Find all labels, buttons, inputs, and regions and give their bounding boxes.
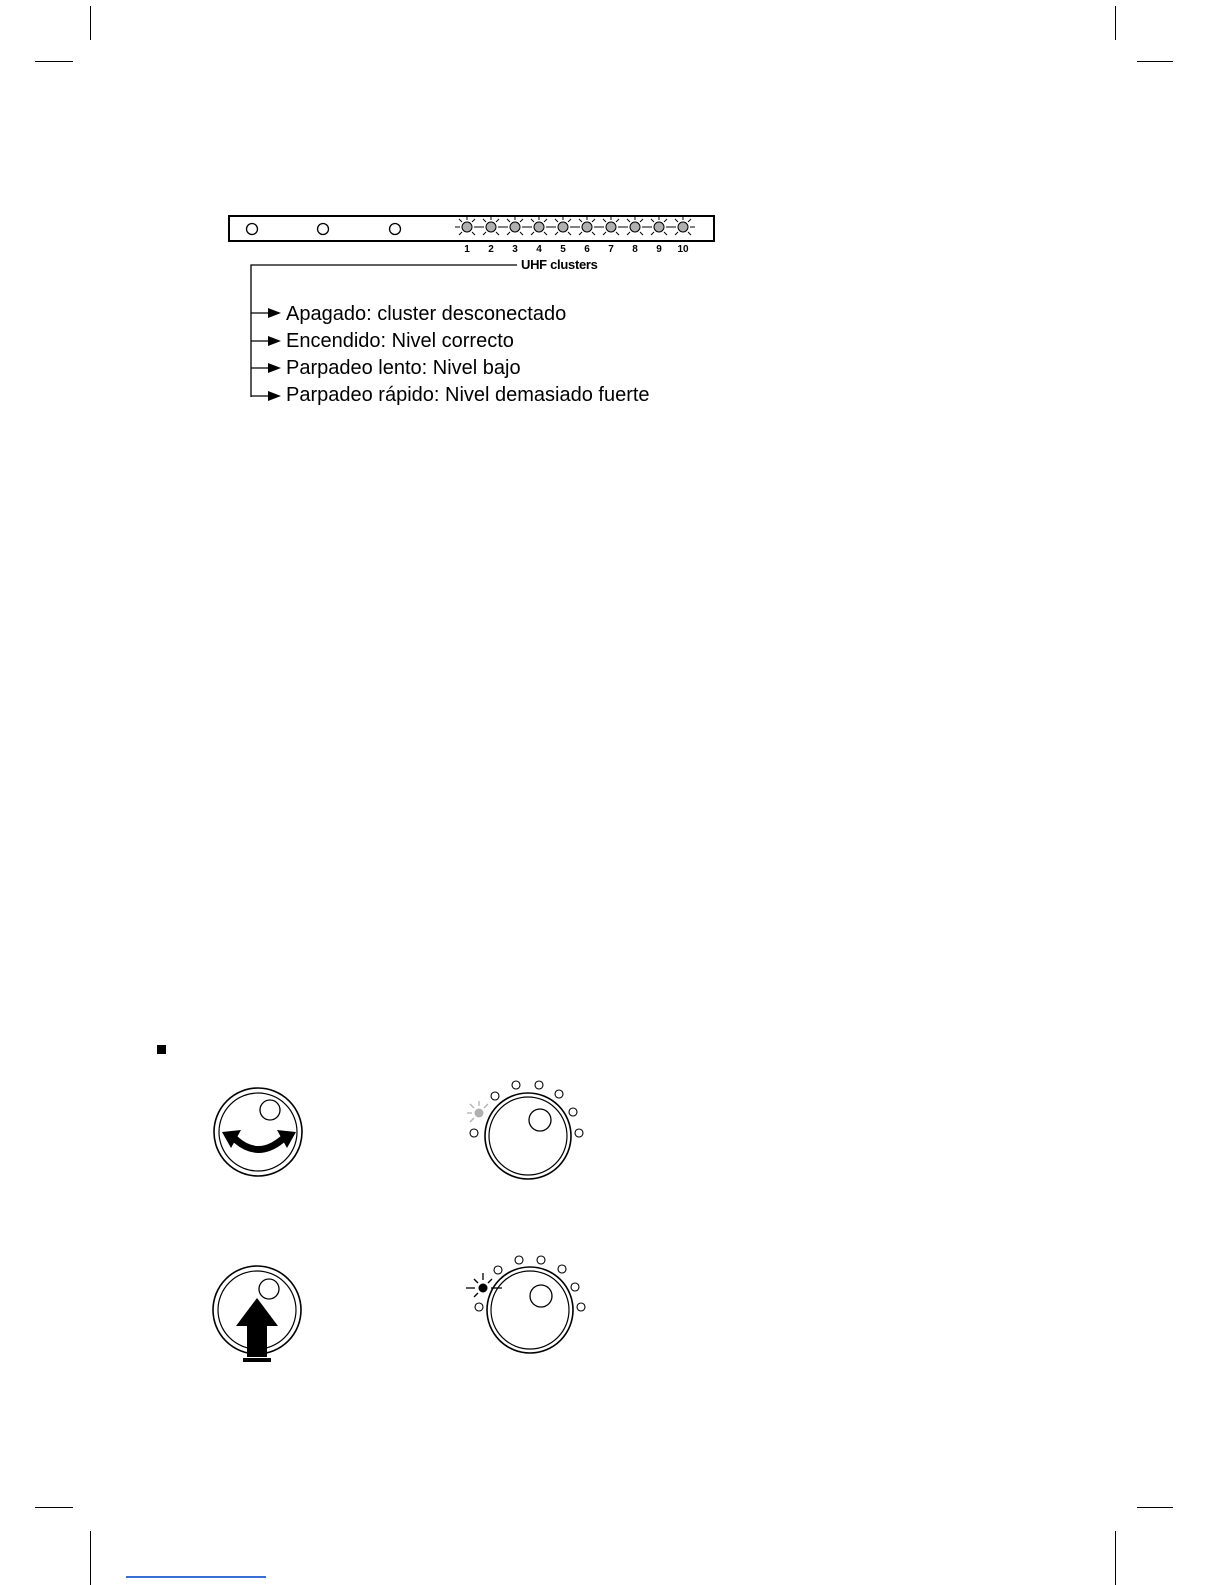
cluster-number: 9 bbox=[656, 244, 662, 255]
cluster-number: 1 bbox=[464, 244, 470, 255]
led-status-legend bbox=[286, 301, 650, 409]
crop-mark-bottom-left-v bbox=[90, 1531, 91, 1585]
cluster-led-2 bbox=[479, 216, 503, 255]
legend-item-on: Encendido: Nivel correcto bbox=[286, 330, 514, 352]
level-dial-on bbox=[458, 1248, 598, 1368]
legend-item-slow-blink: Parpadeo lento: Nivel bajo bbox=[286, 357, 521, 379]
cluster-led-6 bbox=[575, 216, 599, 255]
cluster-number: 7 bbox=[608, 244, 614, 255]
cluster-number: 3 bbox=[512, 244, 518, 255]
cluster-led-8 bbox=[623, 216, 647, 255]
cluster-number: 8 bbox=[632, 244, 638, 255]
curved-double-arrow-icon bbox=[222, 1130, 296, 1150]
cluster-led-3 bbox=[503, 216, 527, 255]
legend-arrow-head bbox=[268, 391, 281, 401]
panel-led-plain bbox=[318, 224, 329, 235]
crop-mark-bottom-right-h bbox=[1137, 1507, 1173, 1508]
crop-mark-bottom-right-v bbox=[1115, 1531, 1116, 1585]
crop-mark-bottom-left-h bbox=[35, 1507, 73, 1508]
footer-link-underline[interactable] bbox=[126, 1576, 266, 1578]
cluster-led-9 bbox=[647, 216, 671, 255]
panel-led-plain bbox=[247, 224, 258, 235]
led-glow bbox=[475, 1109, 484, 1118]
push-knob-illustration bbox=[205, 1260, 315, 1366]
cluster-led-7 bbox=[599, 216, 623, 255]
cluster-led-5 bbox=[551, 216, 575, 255]
led-lit bbox=[479, 1284, 488, 1293]
cluster-number: 5 bbox=[560, 244, 566, 255]
up-arrow-icon bbox=[236, 1298, 278, 1362]
legend-item-fast-blink: Parpadeo rápido: Nivel demasiado fuerte bbox=[286, 384, 650, 406]
legend-item-off: Apagado: cluster desconectado bbox=[286, 303, 567, 325]
cluster-led-10 bbox=[671, 216, 695, 255]
level-dial-slow-blink bbox=[458, 1072, 598, 1192]
cluster-led-4 bbox=[527, 216, 551, 255]
rotate-knob-illustration bbox=[205, 1082, 315, 1182]
cluster-number: 10 bbox=[677, 244, 689, 255]
cluster-number: 4 bbox=[536, 244, 542, 255]
uhf-clusters-label: UHF clusters bbox=[521, 257, 598, 272]
cluster-led-1 bbox=[455, 216, 479, 255]
legend-arrow-head bbox=[268, 363, 281, 373]
cluster-number: 2 bbox=[488, 244, 494, 255]
cluster-number: 6 bbox=[584, 244, 590, 255]
legend-arrow-head bbox=[268, 308, 281, 318]
panel-led-plain bbox=[390, 224, 401, 235]
section-bullet bbox=[157, 1045, 166, 1054]
legend-arrow-head bbox=[268, 336, 281, 346]
